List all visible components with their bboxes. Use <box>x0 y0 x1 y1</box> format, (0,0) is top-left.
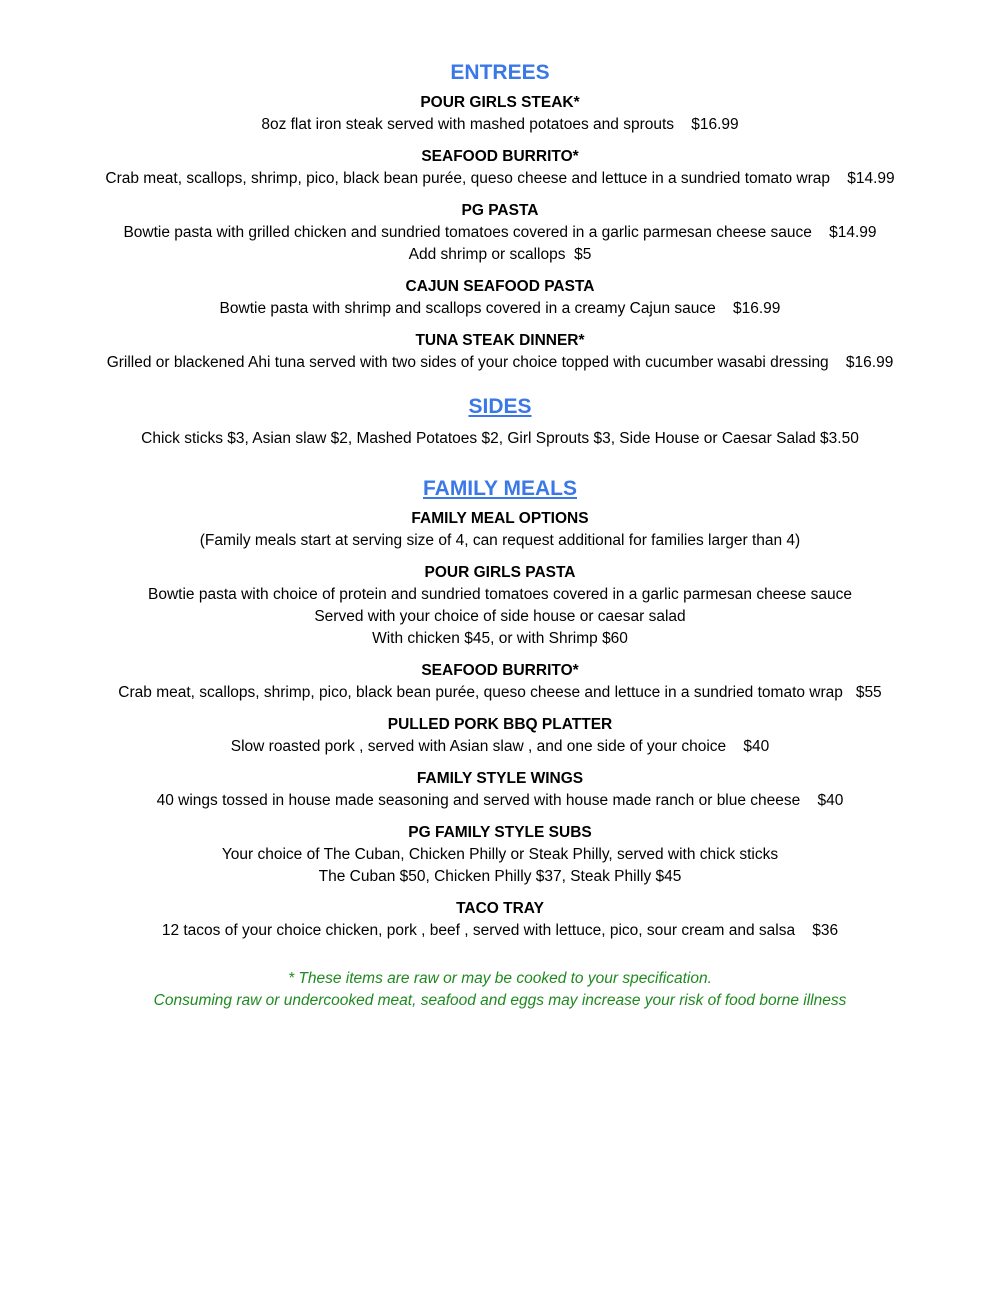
menu-item-description: 12 tacos of your choice chicken, pork , beef , served with lettuce, pico, sour cream and salsa $36 <box>161 922 839 939</box>
disclaimer-line-1: * These items are raw or may be cooked to your specification. <box>288 970 712 987</box>
menu-item <box>0 562 1000 650</box>
menu-item <box>0 146 1000 190</box>
menu-item <box>0 822 1000 888</box>
food-safety-disclaimer <box>0 968 1000 1012</box>
menu-item-description: (Family meals start at serving size of 4, can request additional for families larger than 4) <box>199 532 801 549</box>
menu-item-description: 40 wings tossed in house made seasoning and served with house made ranch or blue cheese $40 <box>156 792 844 809</box>
menu-item-description: Grilled or blackened Ahi tuna served with two sides of your choice topped with cucumber wasabi dressing $16.99 <box>106 354 894 371</box>
menu-item-name: CAJUN SEAFOOD PASTA <box>405 278 595 295</box>
menu-item-description: 8oz flat iron steak served with mashed potatoes and sprouts $16.99 <box>261 116 739 133</box>
menu-item <box>0 200 1000 266</box>
menu-item <box>0 276 1000 320</box>
sides-description: Chick sticks $3, Asian slaw $2, Mashed Potatoes $2, Girl Sprouts $3, Side House or Caesar Salad $3.50 <box>141 430 859 447</box>
menu-item <box>0 508 1000 552</box>
menu-item-description: The Cuban $50, Chicken Philly $37, Steak Philly $45 <box>318 868 682 885</box>
family-meals-list <box>0 508 1000 942</box>
entrees-heading: ENTREES <box>450 61 550 84</box>
family-meals-section <box>0 474 1000 942</box>
menu-item <box>0 92 1000 136</box>
menu-item-description: Your choice of The Cuban, Chicken Philly or Steak Philly, served with chick sticks <box>221 846 779 863</box>
menu-item-description: Bowtie pasta with grilled chicken and sundried tomatoes covered in a garlic parmesan cheese sauce $14.99 <box>123 224 877 241</box>
sides-heading: SIDES <box>468 395 532 418</box>
menu-item-name: PG PASTA <box>461 202 539 219</box>
menu-item-description: Slow roasted pork , served with Asian slaw , and one side of your choice $40 <box>230 738 770 755</box>
menu-item <box>0 714 1000 758</box>
sides-section <box>0 392 1000 450</box>
disclaimer-line-2: Consuming raw or undercooked meat, seafood and eggs may increase your risk of food borne illness <box>153 992 847 1009</box>
menu-item <box>0 768 1000 812</box>
menu-item-name: PULLED PORK BBQ PLATTER <box>387 716 613 733</box>
menu-item-name: SEAFOOD BURRITO* <box>421 148 579 165</box>
menu-item-description: Crab meat, scallops, shrimp, pico, black bean purée, queso cheese and lettuce in a sundried tomato wrap $14.99 <box>105 170 895 187</box>
menu-item <box>0 898 1000 942</box>
menu-item-description: Add shrimp or scallops $5 <box>408 246 592 263</box>
menu-item-name: POUR GIRLS PASTA <box>424 564 576 581</box>
menu-item-description: Bowtie pasta with choice of protein and sundried tomatoes covered in a garlic parmesan cheese sauce <box>148 586 852 603</box>
menu-item-name: PG FAMILY STYLE SUBS <box>408 824 592 841</box>
menu-item <box>0 660 1000 704</box>
menu-item-name: FAMILY MEAL OPTIONS <box>411 510 589 527</box>
menu-item-name: FAMILY STYLE WINGS <box>416 770 584 787</box>
menu-item-description: Bowtie pasta with shrimp and scallops covered in a creamy Cajun sauce $16.99 <box>219 300 781 317</box>
menu-item <box>0 330 1000 374</box>
menu-item-name: TUNA STEAK DINNER* <box>415 332 585 349</box>
menu-item-name: TACO TRAY <box>456 900 544 917</box>
entrees-section <box>0 58 1000 374</box>
entrees-list <box>0 92 1000 374</box>
menu-item-name: SEAFOOD BURRITO* <box>421 662 579 679</box>
family-meals-heading: FAMILY MEALS <box>422 477 578 500</box>
menu-item-name: POUR GIRLS STEAK* <box>420 94 580 111</box>
menu-item-description: Served with your choice of side house or caesar salad <box>314 608 686 625</box>
menu-item-description: With chicken $45, or with Shrimp $60 <box>372 630 628 647</box>
menu-item-description: Crab meat, scallops, shrimp, pico, black bean purée, queso cheese and lettuce in a sundried tomato wrap $55 <box>118 684 882 701</box>
